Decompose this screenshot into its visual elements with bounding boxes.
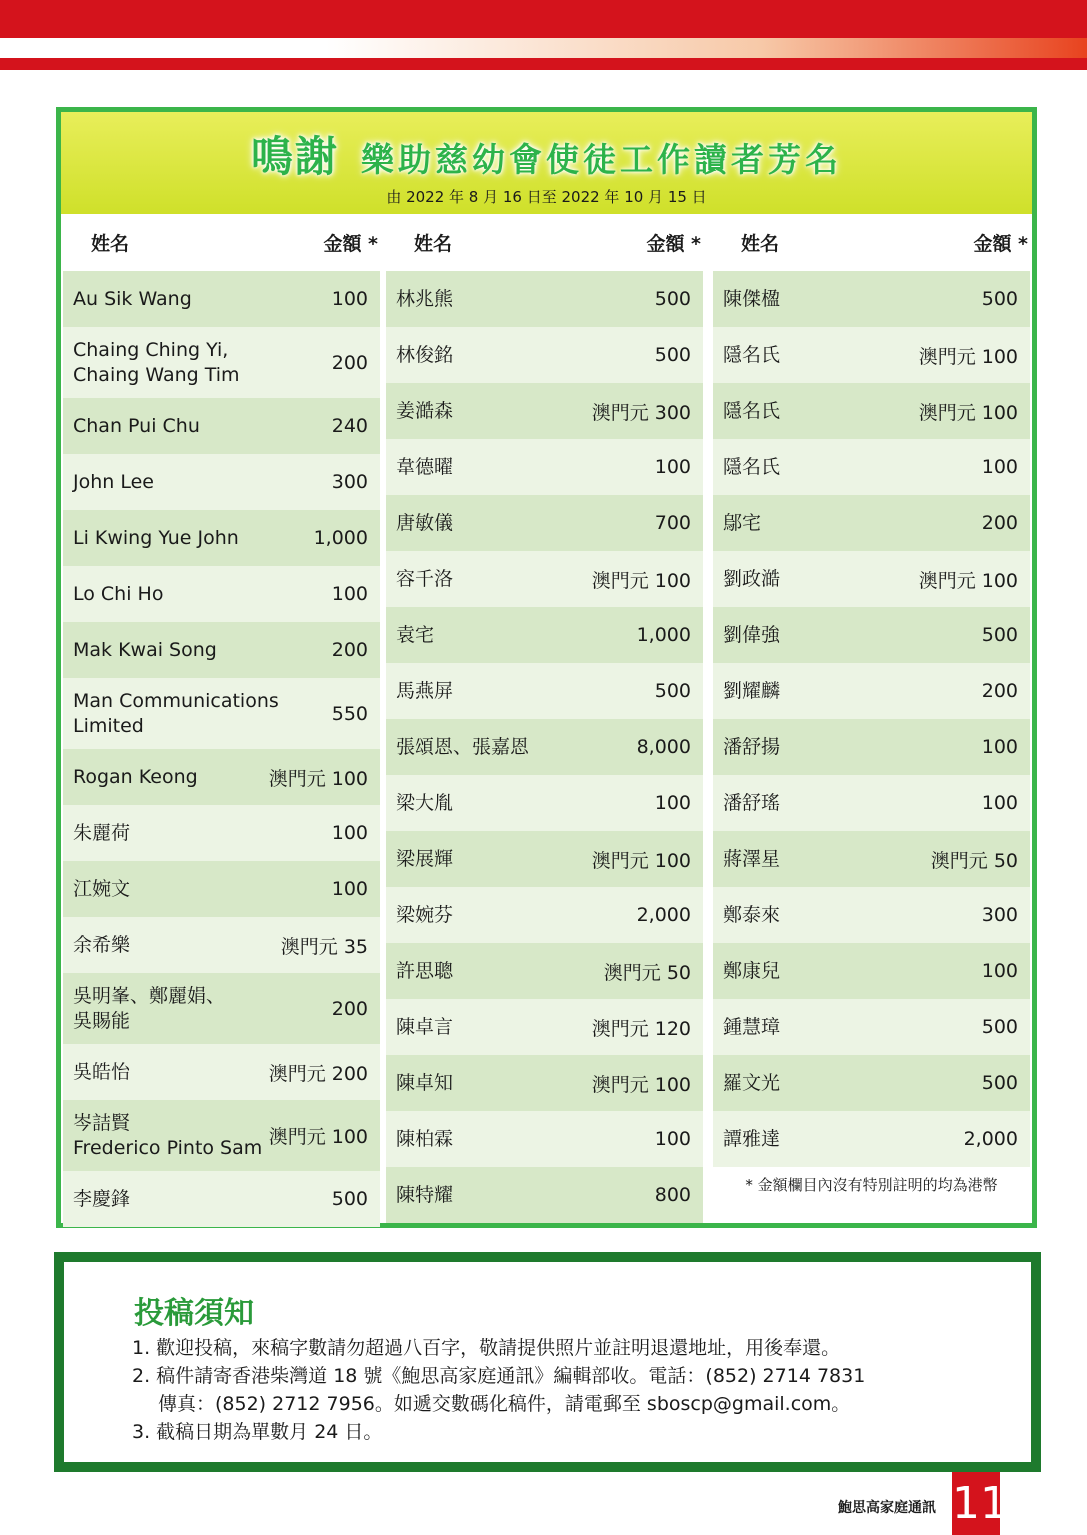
donor-rows [63,271,380,1227]
donor-amount: 100 [331,822,368,844]
donor-row [63,566,380,622]
donor-amount: 澳門元 100 [268,1126,368,1148]
donor-amount: 100 [654,1128,691,1150]
donor-amount: 300 [981,904,1018,926]
donor-row [63,1171,380,1227]
donor-column-2 [386,214,703,1223]
donor-name: 李慶鋒 [73,1187,131,1210]
donor-row [386,551,703,607]
donor-amount: 澳門元 100 [268,767,368,790]
gradient-stripe [0,38,1087,58]
donor-amount: 200 [981,680,1018,702]
donor-row [63,973,380,1044]
donor-amount: 澳門元 100 [918,345,1018,368]
donor-row [386,1111,703,1167]
donor-row [713,271,1030,327]
donor-amount: 1,000 [636,624,691,646]
notice-item: 傳真：(852) 2712 7956。如遞交數碼化稿件，請電郵至 sboscp@gmail.com。 [158,1393,851,1415]
donor-name: 梁展輝 [396,847,454,870]
donor-amount: 500 [981,1016,1018,1038]
donor-name: 容千洛 [396,567,454,590]
donor-row [386,1167,703,1223]
donor-row [386,719,703,775]
donor-amount: 240 [331,415,368,437]
donor-name: 蔣澤星 [723,847,781,870]
donor-row [386,383,703,439]
donor-amount: 100 [654,456,691,478]
donor-row [386,999,703,1055]
title-row [61,124,1032,184]
donor-name: 陳卓言 [396,1015,454,1038]
donor-rows [713,271,1030,1167]
donor-row [386,607,703,663]
donor-amount: 300 [331,471,368,493]
donor-row [63,917,380,973]
column-header [386,214,703,271]
donor-amount: 700 [654,512,691,534]
donor-row [386,439,703,495]
donor-row [386,271,703,327]
donor-row [713,831,1030,887]
donor-row [713,439,1030,495]
donor-name: 鄭康兒 [723,959,781,982]
donor-amount: 100 [331,583,368,605]
donor-amount: 澳門元 100 [591,569,691,592]
donor-name: John Lee [73,470,154,493]
donor-name: 陳卓知 [396,1071,454,1094]
donor-row [63,749,380,805]
donor-amount: 澳門元 100 [918,569,1018,592]
donor-row [63,805,380,861]
donor-row [386,831,703,887]
donor-name: Rogan Keong [73,765,198,788]
donor-amount: 100 [981,736,1018,758]
donor-amount: 澳門元 50 [930,849,1018,872]
donor-name: 林兆熊 [396,287,454,310]
donor-amount: 澳門元 35 [280,935,368,958]
donor-name: 張頌恩、張嘉恩 [396,735,530,758]
donor-amount: 200 [331,639,368,661]
donor-amount: 澳門元 100 [591,849,691,872]
donor-row [63,327,380,398]
donor-amount: 500 [654,344,691,366]
donor-row [713,943,1030,999]
donor-amount: 500 [981,1072,1018,1094]
donor-name: 吳皓怡 [73,1060,131,1083]
notice-item: 1. 歡迎投稿，來稿字數請勿超過八百字，敬請提供照片並註明退還地址，用後奉還。 [132,1337,841,1359]
donor-name: 江婉文 [73,877,131,900]
donor-name: 韋德曜 [396,455,454,478]
donor-amount: 500 [331,1188,368,1210]
donor-amount: 澳門元 100 [918,401,1018,424]
donor-name: 陳傑楹 [723,287,781,310]
donor-row [63,1044,380,1100]
donor-name: 隱名氏 [723,399,781,422]
donor-name: Chan Pui Chu [73,414,200,437]
name-header: 姓名 [741,233,780,255]
donor-amount: 100 [654,792,691,814]
donor-row [713,383,1030,439]
donor-name: 林俊銘 [396,343,454,366]
donor-name: 梁婉芬 [396,903,454,926]
donor-name: 羅文光 [723,1071,781,1094]
donor-name: Lo Chi Ho [73,582,164,605]
submission-notice [54,1252,1041,1472]
donor-row [386,943,703,999]
donor-row [63,454,380,510]
donor-list-panel [56,107,1037,1228]
donor-list-header [61,112,1032,214]
donor-row [386,663,703,719]
donor-row [713,663,1030,719]
donor-name: 朱麗荷 [73,821,131,844]
donor-row [713,999,1030,1055]
donor-name: 潘舒瑤 [723,791,781,814]
donor-row [713,1055,1030,1111]
donor-row [63,398,380,454]
currency-note: * 金額欄目內沒有特別註明的均為港幣 [745,1176,998,1194]
donor-row [386,327,703,383]
notice-title: 投稿須知 [134,1296,254,1331]
donor-name: 陳特耀 [396,1183,454,1206]
top-red-stripe [0,0,1087,38]
name-header: 姓名 [91,233,130,255]
donor-amount: 8,000 [636,736,691,758]
donor-name: Man Communications Limited [73,689,279,737]
donor-amount: 500 [981,624,1018,646]
donor-row [63,678,380,749]
donor-name: 袁宅 [396,623,435,646]
donor-amount: 2,000 [963,1128,1018,1150]
notice-list [132,1334,992,1446]
donor-name: 譚雅達 [723,1127,781,1150]
donor-row [386,887,703,943]
donor-name: 鄭泰來 [723,903,781,926]
donor-row [713,775,1030,831]
donor-amount: 100 [331,288,368,310]
publication-name: 鮑思高家庭通訊 [838,1500,936,1516]
donor-amount: 500 [654,288,691,310]
donor-row [713,1111,1030,1167]
amount-header: 金額 * [323,233,378,255]
donor-amount: 1,000 [313,527,368,549]
donor-amount: 200 [331,997,368,1020]
acknowledgement-subtitle: 樂助慈幼會使徒工作讀者芳名 [361,140,842,179]
donor-column-3 [713,214,1030,1194]
donor-name: 余希樂 [73,933,131,956]
donor-name: Chaing Ching Yi, Chaing Wang Tim [73,338,240,386]
donor-column-1 [63,214,380,1227]
donor-name: Au Sik Wang [73,287,192,310]
donor-amount: 澳門元 100 [591,1073,691,1096]
donor-name: 馬燕屏 [396,679,454,702]
donor-row [386,1055,703,1111]
donor-amount: 500 [654,680,691,702]
date-range: 由 2022 年 8 月 16 日至 2022 年 10 月 15 日 [386,188,707,206]
donor-row [713,607,1030,663]
column-header [713,214,1030,271]
donor-name: 鍾慧璋 [723,1015,781,1038]
donor-name: 隱名氏 [723,455,781,478]
donor-name: 岑詰賢 Frederico Pinto Sam [73,1111,263,1159]
donor-amount: 2,000 [636,904,691,926]
top-decorative-band [0,0,1087,72]
donor-amount: 澳門元 120 [591,1017,691,1040]
donor-name: 劉政澔 [723,567,781,590]
donor-row [63,1100,380,1171]
donor-row [63,861,380,917]
donor-row [713,887,1030,943]
notice-item: 3. 截稿日期為單數月 24 日。 [132,1421,383,1443]
donor-row [386,775,703,831]
donor-name: 許思聰 [396,959,454,982]
donor-amount: 800 [654,1184,691,1206]
donor-name: 唐敏儀 [396,511,454,534]
notice-item: 2. 稿件請寄香港柴灣道 18 號《鮑思高家庭通訊》編輯部收。電話：(852) 2714 7831 [132,1365,866,1387]
donor-row [63,271,380,327]
donor-name: 吳明峯、鄭麗娟、 吳賜能 [73,984,226,1032]
donor-amount: 澳門元 50 [603,961,691,984]
amount-header: 金額 * [973,233,1028,255]
bottom-red-stripe [0,58,1087,70]
donor-name: 潘舒揚 [723,735,781,758]
donor-row [713,495,1030,551]
donor-amount: 澳門元 200 [268,1062,368,1085]
donor-name: Mak Kwai Song [73,638,217,661]
donor-row [713,327,1030,383]
donor-amount: 200 [331,351,368,374]
donor-name: 姜澔森 [396,399,454,422]
donor-amount: 100 [981,456,1018,478]
name-header: 姓名 [414,233,453,255]
donor-row [63,510,380,566]
donor-amount: 550 [331,702,368,725]
donor-name: 鄔宅 [723,511,762,534]
donor-rows [386,271,703,1223]
donor-row [63,622,380,678]
donor-name: 梁大胤 [396,791,454,814]
donor-amount: 100 [981,960,1018,982]
amount-header: 金額 * [646,233,701,255]
donor-name: 陳柏霖 [396,1127,454,1150]
donor-amount: 100 [981,792,1018,814]
column-header [63,214,380,271]
donor-row [713,719,1030,775]
donor-amount: 200 [981,512,1018,534]
donor-name: 隱名氏 [723,343,781,366]
acknowledgement-title: 鳴謝 [250,132,339,181]
donor-amount: 澳門元 300 [591,401,691,424]
page-number: 11 [952,1472,1000,1535]
donor-amount: 100 [331,878,368,900]
donor-row [713,551,1030,607]
donor-name: 劉耀麟 [723,679,781,702]
donor-name: Li Kwing Yue John [73,526,239,549]
donor-row [386,495,703,551]
donor-name: 劉偉強 [723,623,781,646]
donor-amount: 500 [981,288,1018,310]
